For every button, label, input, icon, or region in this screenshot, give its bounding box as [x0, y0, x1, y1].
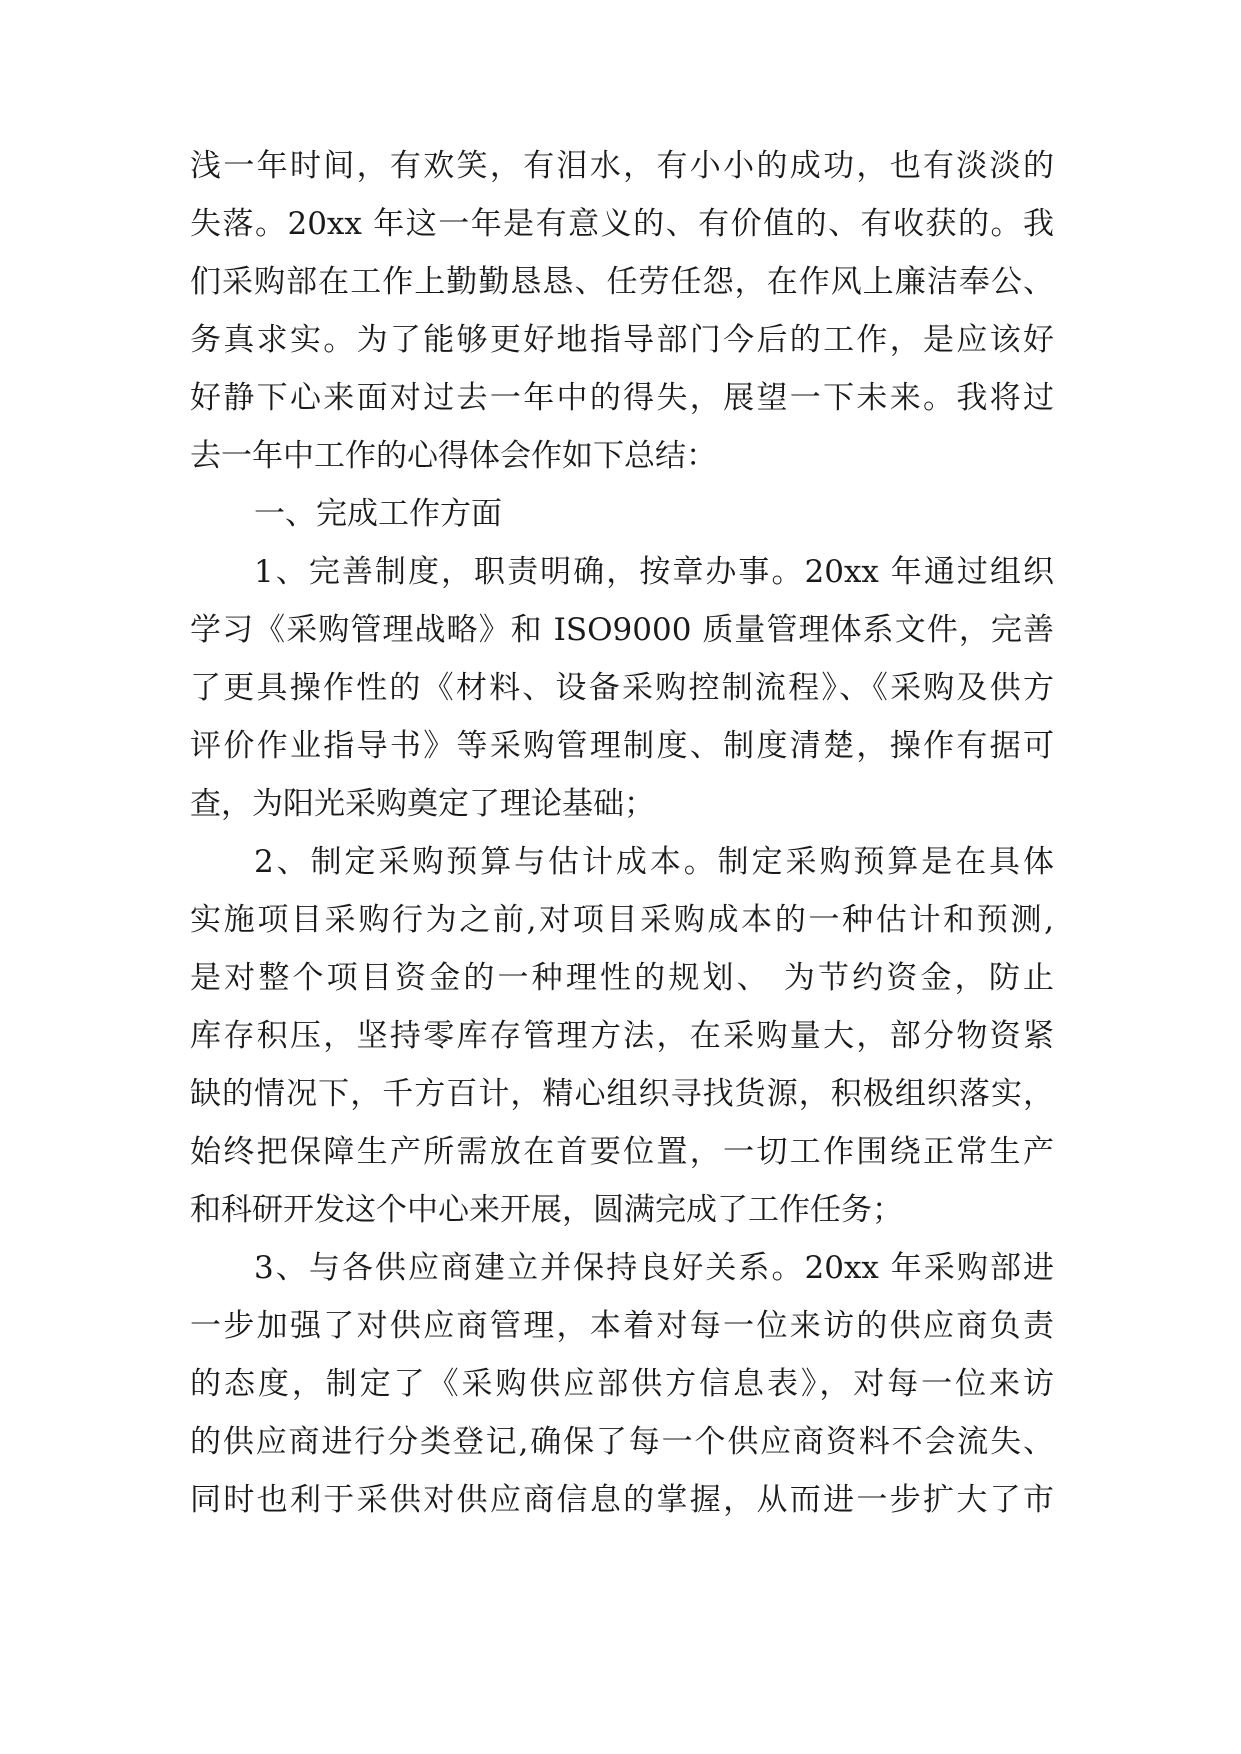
paragraph-line: 一步加强了对供应商管理，本着对每一位来访的供应商负责	[190, 1308, 1054, 1344]
paragraph-line: 好静下心来面对过去一年中的得失，展望一下未来。我将过	[190, 380, 1054, 416]
paragraph-line: 评价作业指导书》等采购管理制度、制度清楚，操作有据可	[190, 728, 1054, 764]
section-heading: 一、完成工作方面	[254, 496, 502, 532]
paragraph-line: 的供应商进行分类登记,确保了每一个供应商资料不会流失、	[190, 1424, 1054, 1460]
paragraph-line: 务真求实。为了能够更好地指导部门今后的工作，是应该好	[190, 322, 1054, 358]
paragraph-line: 们采购部在工作上勤勤恳恳、任劳任怨，在作风上廉洁奉公、	[190, 264, 1054, 300]
paragraph-line: 1、完善制度，职责明确，按章办事。20xx 年通过组织	[254, 554, 1054, 590]
paragraph-line: 浅一年时间，有欢笑，有泪水，有小小的成功，也有淡淡的	[190, 148, 1054, 184]
paragraph-line: 的态度，制定了《采购供应部供方信息表》，对每一位来访	[190, 1366, 1054, 1402]
paragraph-line: 学习《采购管理战略》和 ISO9000 质量管理体系文件，完善	[190, 612, 1054, 648]
paragraph-line: 3、与各供应商建立并保持良好关系。20xx 年采购部进	[254, 1250, 1054, 1286]
paragraph-line: 是对整个项目资金的一种理性的规划、 为节约资金，防止	[190, 960, 1054, 996]
paragraph-line: 和科研开发这个中心来开展，圆满完成了工作任务；	[190, 1192, 903, 1228]
paragraph-line: 同时也利于采供对供应商信息的掌握，从而进一步扩大了市	[190, 1482, 1054, 1518]
paragraph-line: 2、制定采购预算与估计成本。制定采购预算是在具体	[254, 844, 1054, 880]
paragraph-line: 缺的情况下，千方百计，精心组织寻找货源，积极组织落实，	[190, 1076, 1054, 1112]
paragraph-line: 库存积压，坚持零库存管理方法，在采购量大，部分物资紧	[190, 1018, 1054, 1054]
paragraph-line: 实施项目采购行为之前,对项目采购成本的一种估计和预测,	[190, 902, 1054, 938]
paragraph-line: 始终把保障生产所需放在首要位置，一切工作围绕正常生产	[190, 1134, 1054, 1170]
paragraph-line: 了更具操作性的《材料、设备采购控制流程》、《采购及供方	[190, 670, 1054, 706]
paragraph-line: 去一年中工作的心得体会作如下总结：	[190, 438, 717, 474]
paragraph-line: 查，为阳光采购奠定了理论基础；	[190, 786, 655, 822]
paragraph-line: 失落。20xx 年这一年是有意义的、有价值的、有收获的。我	[190, 206, 1054, 242]
